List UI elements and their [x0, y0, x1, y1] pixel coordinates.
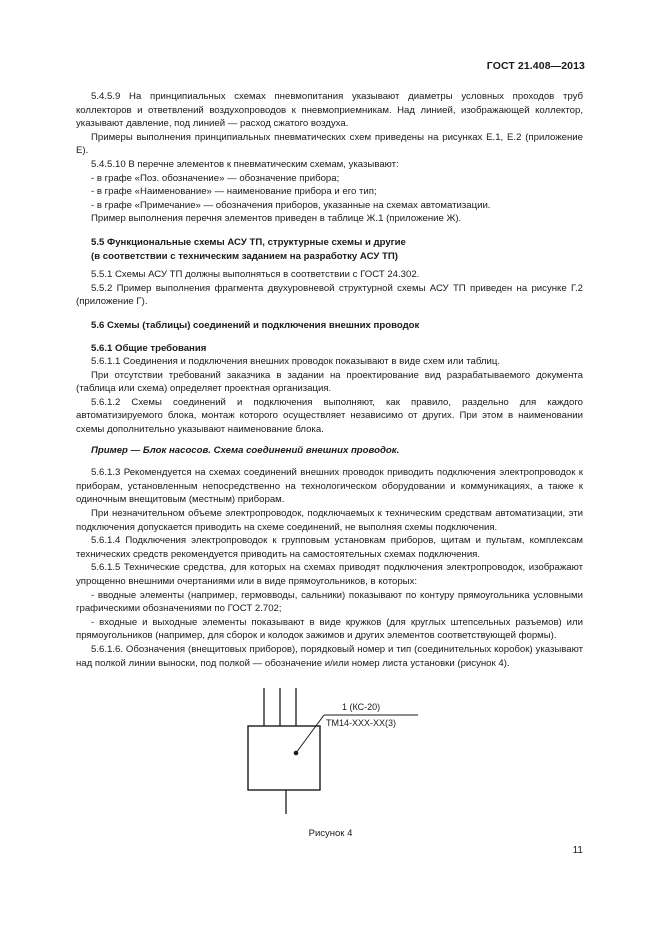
list-item: - в графе «Поз. обозначение» — обозначение прибора; [91, 172, 340, 184]
subsection-heading: 5.6.1 Общие требования [91, 342, 207, 354]
section-heading: 5.5 Функциональные схемы АСУ ТП, структурные схемы и другие [91, 236, 406, 248]
standard-header: ГОСТ 21.408—2013 [486, 60, 585, 72]
example-text: Пример — Блок насосов. Схема соединений внешних проводок. [91, 444, 400, 456]
list-item: - вводные элементы (например, гермовводы, сальники) показывают по контуру прямоугольника условными графическими обозначениями по ГОСТ 2.702; [76, 589, 583, 615]
figure-caption: Рисунок 4 [308, 828, 353, 839]
paragraph: 5.4.5.10 В перечне элементов к пневматическим схемам, указывают: [91, 158, 399, 170]
section-heading: 5.6 Схемы (таблицы) соединений и подключения внешних проводок [91, 319, 420, 331]
paragraph: 5.4.5.9 На принципиальных схемах пневмопитания указывают диаметры условных проходов труб коллекторов и ответвлений воздухопроводов к пневмоприемникам. Над линией, изображающей коллектор, указывают давление, под линией — расход сжатого воздуха. [76, 91, 583, 130]
paragraph: 5.5.1 Схемы АСУ ТП должны выполняться в соответствии с ГОСТ 24.302. [91, 269, 420, 281]
list-item: - входные и выходные элементы показывают в виде кружков (для круглых штепсельных разъемов) или прямоугольников (например, для сборок и колодок зажимов и других элементов соответствующей формы). [76, 616, 583, 642]
paragraph: 5.6.1.4 Подключения электропроводок к групповым установкам приборов, щитам и пультам, комплексам технических средств рекомендуется приводить на самостоятельных схемах подключения. [76, 535, 583, 560]
figure-4-diagram [230, 688, 430, 828]
paragraph: 5.6.1.3 Рекомендуется на схемах соединений внешних проводок приводить подключения электропроводок к приборам, установленным непосредственно на технологическом оборудовании и коммуникациях, а также к одиночным внещитовым (местным) приборам. [76, 467, 583, 506]
paragraph: 5.6.1.5 Технические средства, для которых на схемах приводят подключения электропроводок, изображают упрощенно внешними очертаниями или в виде прямоугольников, в которых: [76, 562, 583, 587]
paragraph: 5.6.1.6. Обозначения (внещитовых приборов), порядковый номер и тип (соединительных коробок) указывают над полкой линии выноски, под полкой — обозначение и/или номер листа установки (рисунок 4). [76, 643, 583, 669]
paragraph: 5.6.1.1 Соединения и подключения внешних проводок показывают в виде схем или таблиц. [91, 356, 501, 368]
list-item: - в графе «Примечание» — обозначения приборов, указанные на схемах автоматизации. [91, 199, 491, 211]
paragraph: Примеры выполнения принципиальных пневматических схем приведены на рисунках Е.1, Е.2 (приложение Е). [76, 131, 583, 157]
page-number: 11 [572, 845, 583, 856]
paragraph: 5.6.1.2 Схемы соединений и подключения выполняют, как правило, раздельно для каждого автоматизируемого блока, монтаж которого осуществляет независимо от других. При этом в наименовании схемы дополнительно указывают наименование блока. [76, 396, 583, 436]
paragraph: 5.5.2 Пример выполнения фрагмента двухуровневой структурной схемы АСУ ТП приведен на рисунке Г.2 (приложение Г). [76, 282, 583, 308]
section-heading-cont: (в соответствии с техническим заданием на разработку АСУ ТП) [91, 250, 398, 262]
paragraph: Пример выполнения перечня элементов приведен в таблице Ж.1 (приложение Ж). [91, 213, 462, 225]
paragraph: При незначительном объеме электропроводок, подключаемых к техническим средствам автоматизации, эти подключения допускается приводить на схеме соединений, не выполняя схемы подключения. [76, 508, 583, 533]
body-text [76, 90, 583, 670]
paragraph: При отсутствии требований заказчика в задании на проектирование вид разрабатываемого документа (таблица или схема) определяет проектная организация. [76, 369, 583, 395]
list-item: - в графе «Наименование» — наименование прибора и его тип; [91, 186, 377, 198]
label-above-shelf: 1 (КС-20) [342, 702, 381, 712]
label-below-shelf: ТМ14-ХХХ-ХХ(3) [326, 718, 397, 728]
